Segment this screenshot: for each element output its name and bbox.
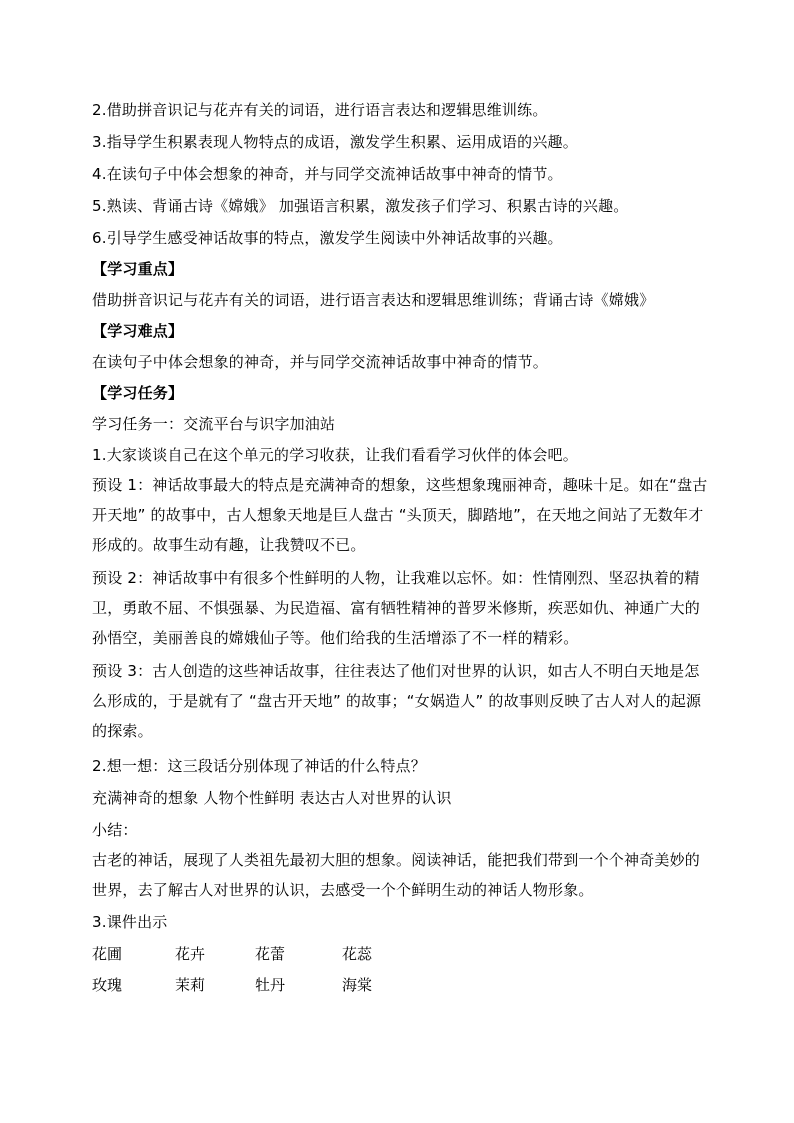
key-points-text: 借助拼音识记与花卉有关的词语，进行语言表达和逻辑思维训练；背诵古诗《嫦娥》 [92, 291, 655, 309]
task-item-1: 1.大家谈谈自己在这个单元的学习收获，让我们看看学习伙伴的体会吧。 [92, 446, 578, 464]
preset-3: 预设 3：古人创造的这些神话故事，往往表达了他们对世界的认识，如古人不明白天地是怎么形成的，于是就有了 “盘古开天地” 的故事；“女娲造人” 的故事则反映了古人对人的起源的探索。 [92, 662, 702, 740]
objective-5: 5.熟读、背诵古诗《嫦娥》 加强语言积累，激发孩子们学习、积累古诗的兴趣。 [92, 197, 629, 215]
tasks-heading: 【学习任务】 [92, 384, 184, 402]
objective-2: 2.借助拼音识记与花卉有关的词语，进行语言表达和逻辑思维训练。 [92, 101, 548, 119]
difficulties-text: 在读句子中体会想象的神奇，并与同学交流神话故事中神奇的情节。 [92, 353, 549, 371]
objective-4: 4.在读句子中体会想象的神奇，并与同学交流神话故事中神奇的情节。 [92, 165, 563, 183]
word-haitang: 海棠 [342, 976, 373, 994]
task-item-2: 2.想一想：这三段话分别体现了神话的什么特点？ [92, 757, 426, 775]
preset-1: 预设 1：神话故事最大的特点是充满神奇的想象，这些想象瑰丽神奇，趣味十足。如在“盘古开天地” 的故事中，古人想象天地是巨人盘古 “头顶天，脚踏地”，在天地之间站了无数年才形成的。故事生动有趣，让我赞叹不已。 [92, 476, 708, 554]
word-mudan: 牡丹 [255, 976, 286, 994]
key-points-heading: 【学习重点】 [92, 260, 184, 278]
difficulties-heading: 【学习难点】 [92, 322, 184, 340]
objective-6: 6.引导学生感受神话故事的特点，激发学生阅读中外神话故事的兴趣。 [92, 229, 563, 247]
task-item-3: 3.课件出示 [92, 913, 168, 931]
objective-3: 3.指导学生积累表现人物特点的成语，激发学生积累、运用成语的兴趣。 [92, 133, 578, 151]
word-moli: 茉莉 [175, 976, 206, 994]
summary-text: 古老的神话，展现了人类祖先最初大胆的想象。阅读神话，能把我们带到一个个神奇美妙的世界，去了解古人对世界的认识，去感受一个个鲜明生动的神话人物形象。 [92, 851, 701, 899]
word-huarui: 花蕊 [342, 945, 373, 963]
word-huahui: 花卉 [175, 945, 206, 963]
preset-2: 预设 2：神话故事中有很多个性鲜明的人物，让我难以忘怀。如：性情刚烈、坚忍执着的精卫，勇敢不屈、不惧强暴、为民造福、富有牺牲精神的普罗米修斯，疾恶如仇、神通广大的孙悟空，美丽善良的嫦娥仙子等。他们给我的生活增添了不一样的精彩。 [92, 569, 701, 647]
task1-title: 学习任务一：交流平台与识字加油站 [92, 415, 336, 433]
word-hualei: 花蕾 [255, 945, 286, 963]
myth-features: 充满神奇的想象 人物个性鲜明 表达古人对世界的认识 [92, 789, 452, 807]
word-huapu: 花圃 [92, 945, 123, 963]
summary-label: 小结： [92, 821, 138, 839]
word-meigui: 玫瑰 [92, 976, 123, 994]
